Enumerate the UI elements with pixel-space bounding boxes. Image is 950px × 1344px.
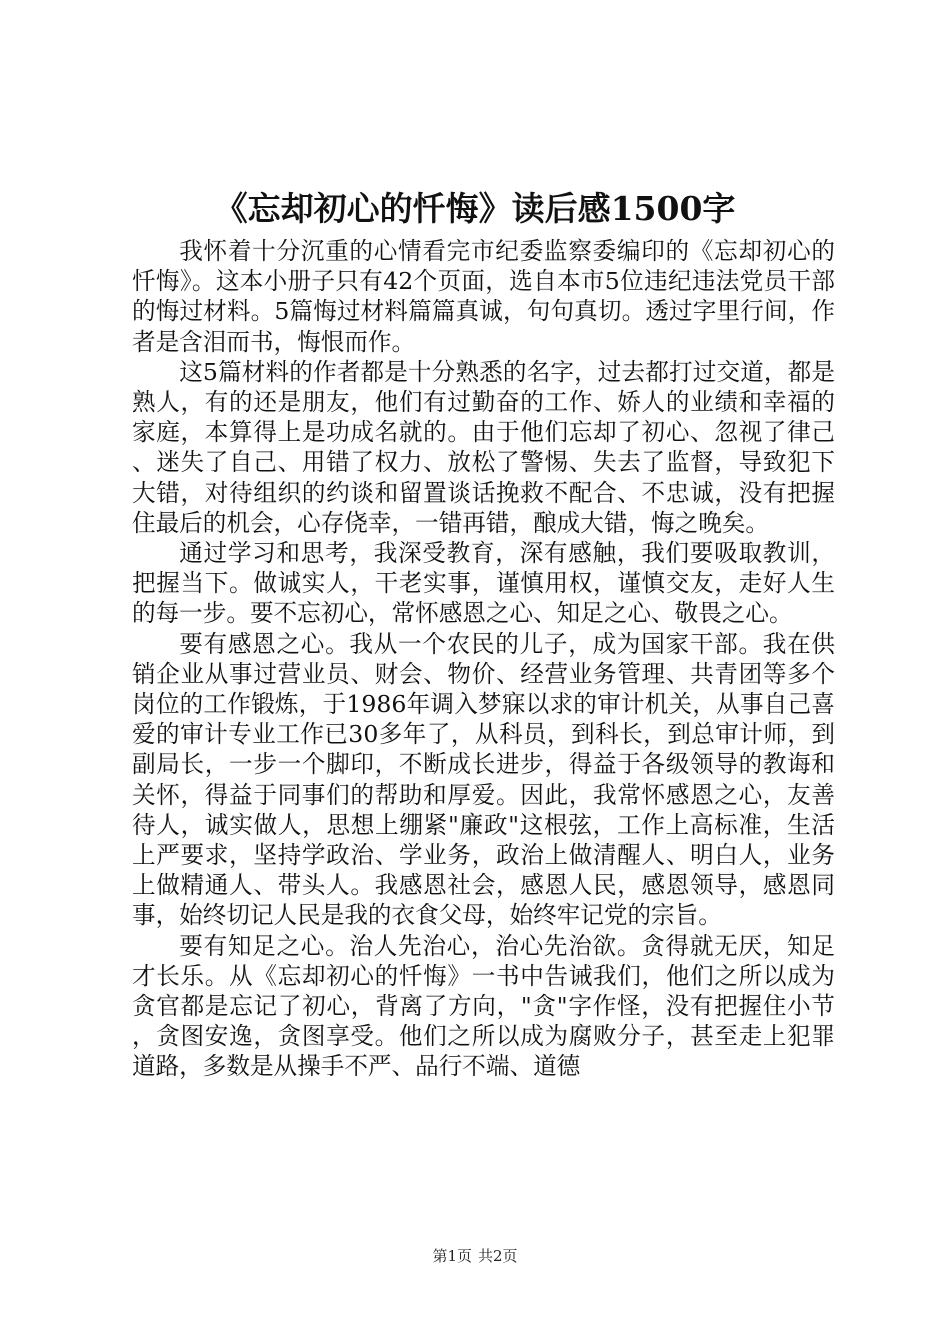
- paragraph: 通过学习和思考，我深受教育，深有感触，我们要吸取教训，把握当下。做诚实人，干老实事，谨慎用权，谨慎交友，走好人生的每一步。要不忘初心，常怀感恩之心、知足之心、敬畏之心。: [132, 539, 835, 628]
- document-title: 《忘却初心的忏悔》读后感1500字: [214, 189, 736, 228]
- paragraph: 要有感恩之心。我从一个农民的儿子，成为国家干部。我在供销企业从事过营业员、财会、物价、经营业务管理、共青团等多个岗位的工作锻炼，于1986年调入梦寐以求的审计机关，从事自己喜爱的审计专业工作已30多年了，从科员，到科长，到总审计师，到副局长，一步一个脚印，不断成长进步，得益于各级领导的教诲和关怀，得益于同事们的帮助和厚爱。因此，我常怀感恩之心，友善待人，诚实做人，思想上绷紧"廉政"这根弦，工作上高标准，生活上严要求，坚持学政治、学业务，政治上做清醒人、明白人，业务上做精通人、带头人。我感恩社会，感恩人民，感恩领导，感恩同事，始终切记人民是我的衣食父母，始终牢记党的宗旨。: [132, 629, 835, 930]
- document-body: [132, 236, 835, 1082]
- page-total: 共2页: [478, 1247, 518, 1265]
- paragraph: 这5篇材料的作者都是十分熟悉的名字，过去都打过交道，都是熟人，有的还是朋友，他们有过勤奋的工作、娇人的业绩和幸福的家庭，本算得上是功成名就的。由于他们忘却了初心、忽视了律己、迷失了自己、用错了权力、放松了警惕、失去了监督，导致犯下大错，对待组织的约谈和留置谈话挽救不配合、不忠诚，没有把握住最后的机会，心存侥幸，一错再错，酿成大错，悔之晚矣。: [132, 357, 835, 537]
- paragraph: 我怀着十分沉重的心情看完市纪委监察委编印的《忘却初心的忏悔》。这本小册子只有42个页面，选自本市5位违纪违法党员干部的悔过材料。5篇悔过材料篇篇真诚，句句真切。透过字里行间，作者是含泪而书，悔恨而作。: [132, 237, 835, 356]
- page-number: 第1页: [432, 1247, 472, 1265]
- page-footer: [0, 1246, 950, 1266]
- paragraph: 要有知足之心。治人先治心，治心先治欲。贪得就无厌，知足才长乐。从《忘却初心的忏悔》一书中告诫我们，他们之所以成为贪官都是忘记了初心，背离了方向，"贪"字作怪，没有把握住小节，贪图安逸，贪图享受。他们之所以成为腐败分子，甚至走上犯罪道路，多数是从操手不严、品行不端、道德: [132, 931, 835, 1081]
